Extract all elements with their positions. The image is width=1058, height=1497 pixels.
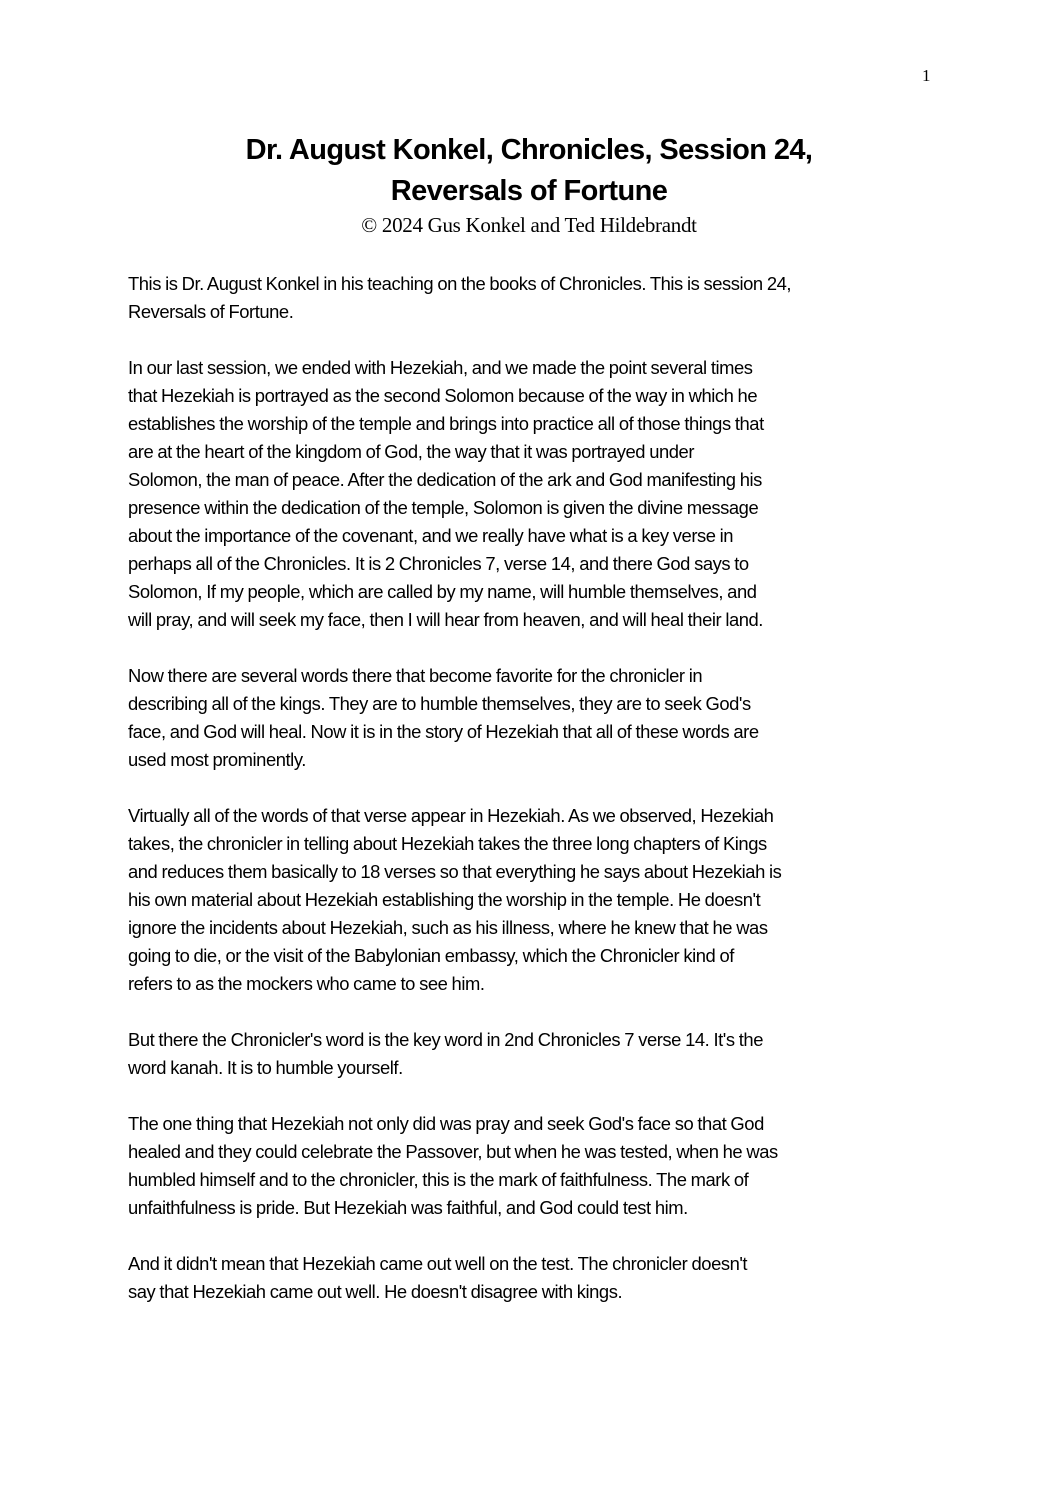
page-number: 1 [922,66,931,85]
text-line: about the importance of the covenant, and we really have what is a key verse in [128,525,734,546]
text-line: are at the heart of the kingdom of God, the way that it was portrayed under [128,441,694,462]
text-line: establishes the worship of the temple and brings into practice all of those things that [128,413,764,434]
paragraph-favorite-words [128,662,948,774]
text-line: perhaps all of the Chronicles. It is 2 Chronicles 7, verse 14, and there God says to [128,553,749,574]
text-line: Reversals of Fortune. [128,301,294,322]
text-line: humbled himself and to the chronicler, this is the mark of faithfulness. The mark of [128,1169,749,1190]
text-line: say that Hezekiah came out well. He doesn't disagree with kings. [128,1281,623,1302]
title-block [0,130,1058,238]
text-line: will pray, and will seek my face, then I will hear from heaven, and will heal their land. [128,609,763,630]
text-line: his own material about Hezekiah establishing the worship in the temple. He doesn't [128,889,761,910]
text-line: unfaithfulness is pride. But Hezekiah was faithful, and God could test him. [128,1197,688,1218]
text-line: The one thing that Hezekiah not only did was pray and seek God's face so that God [128,1113,764,1134]
text-line: presence within the dedication of the temple, Solomon is given the divine message [128,497,759,518]
text-line: face, and God will heal. Now it is in the story of Hezekiah that all of these words are [128,721,759,742]
text-line: Now there are several words there that become favorite for the chronicler in [128,665,703,686]
text-line: This is Dr. August Konkel in his teaching on the books of Chronicles. This is session 24, [128,273,792,294]
text-line: Virtually all of the words of that verse appear in Hezekiah. As we observed, Hezekiah [128,805,774,826]
text-line: and reduces them basically to 18 verses so that everything he says about Hezekiah is [128,861,782,882]
text-line: ignore the incidents about Hezekiah, such as his illness, where he knew that he was [128,917,768,938]
text-line: healed and they could celebrate the Passover, but when he was tested, when he was [128,1141,778,1162]
document-body [128,270,948,1334]
text-line: that Hezekiah is portrayed as the second Solomon because of the way in which he [128,385,758,406]
copyright-notice: © 2024 Gus Konkel and Ted Hildebrandt [361,213,697,237]
title-line-1: Dr. August Konkel, Chronicles, Session 24, [245,134,813,166]
text-line: word kanah. It is to humble yourself. [128,1057,403,1078]
paragraph-last-session [128,354,948,634]
text-line: refers to as the mockers who came to see him. [128,973,485,994]
text-line: describing all of the kings. They are to humble themselves, they are to seek God's [128,693,751,714]
text-line: But there the Chronicler's word is the key word in 2nd Chronicles 7 verse 14. It's the [128,1029,763,1050]
paragraph-faithfulness [128,1110,948,1222]
document-title [0,130,1058,212]
text-line: going to die, or the visit of the Babylonian embassy, which the Chronicler kind of [128,945,734,966]
text-line: used most prominently. [128,749,306,770]
text-line: Solomon, If my people, which are called by my name, will humble themselves, and [128,581,757,602]
paragraph-virtually-all [128,802,948,998]
text-line: In our last session, we ended with Hezekiah, and we made the point several times [128,357,753,378]
text-line: Solomon, the man of peace. After the dedication of the ark and God manifesting his [128,469,762,490]
paragraph-test [128,1250,948,1306]
text-line: And it didn't mean that Hezekiah came out well on the test. The chronicler doesn't [128,1253,748,1274]
paragraph-intro [128,270,948,326]
title-line-2: Reversals of Fortune [390,175,668,207]
text-line: takes, the chronicler in telling about Hezekiah takes the three long chapters of Kings [128,833,767,854]
paragraph-key-word [128,1026,948,1082]
